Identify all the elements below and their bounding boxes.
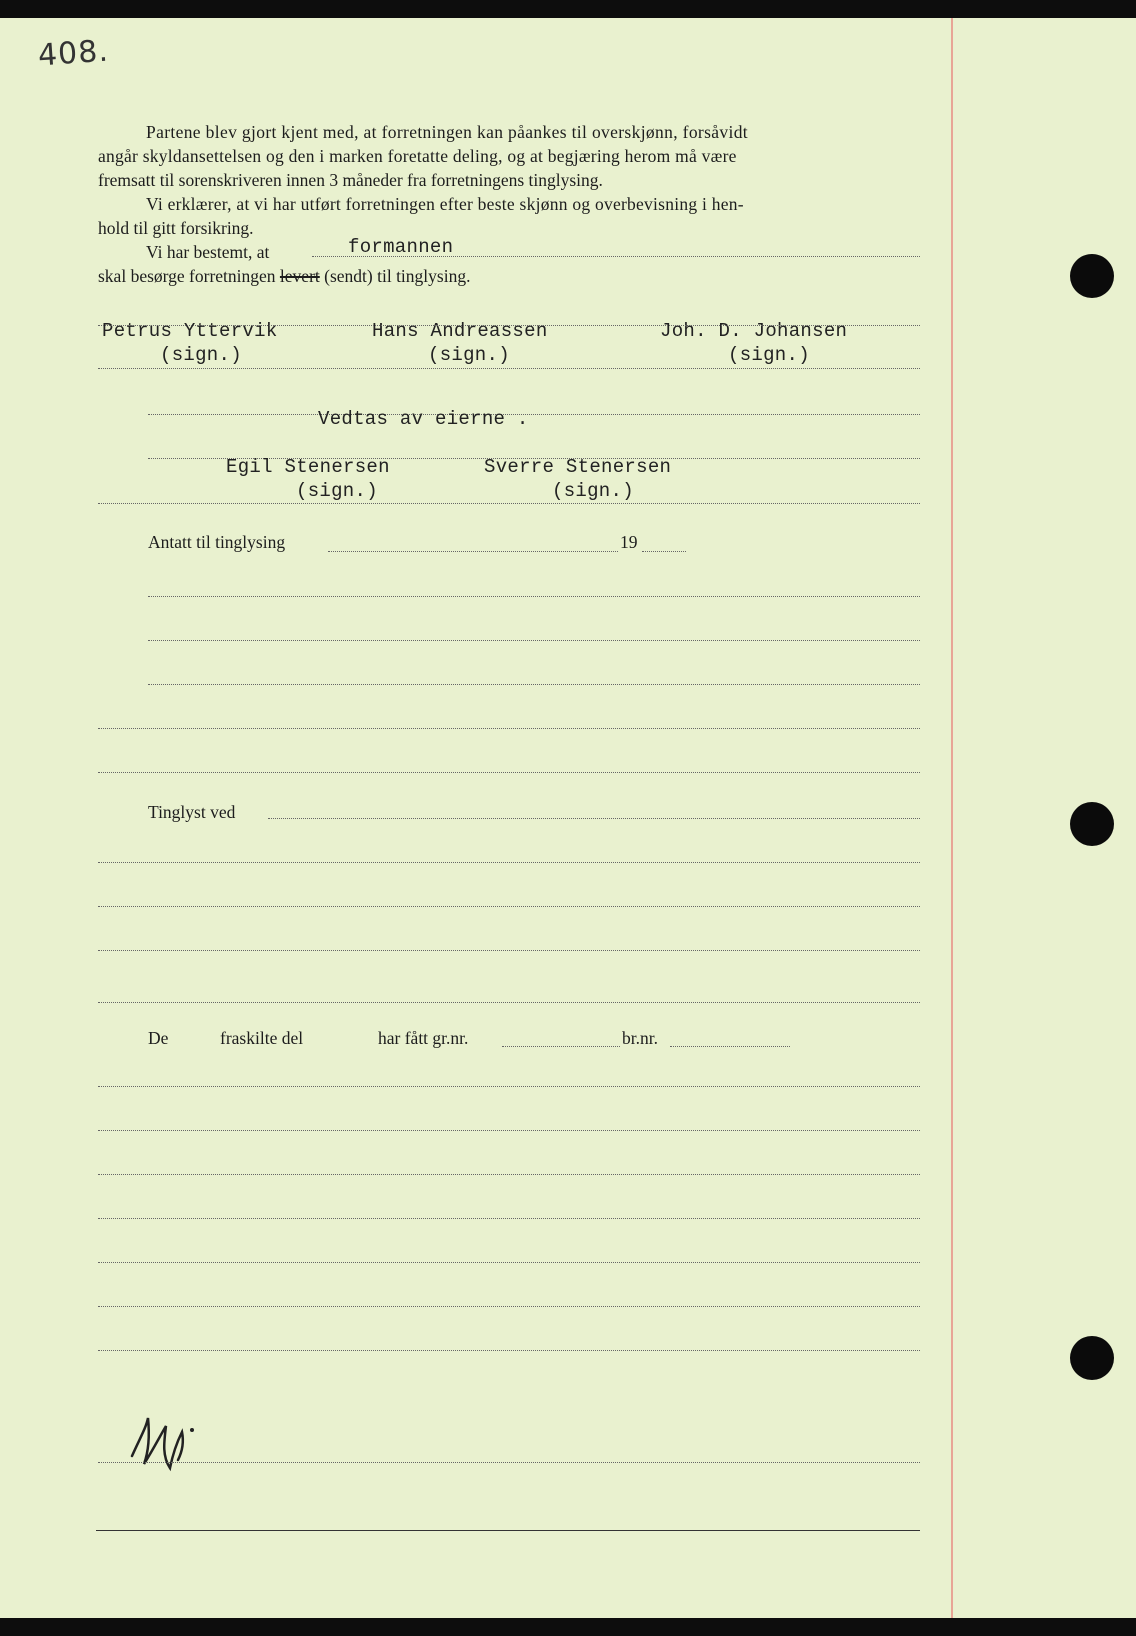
rule-line: [98, 1462, 920, 1463]
fill-line: [502, 1046, 620, 1047]
struck-text: levert: [279, 266, 320, 286]
punch-hole: [1070, 254, 1114, 298]
form-label-de: De: [148, 1028, 169, 1048]
closing-rule: [96, 1530, 920, 1531]
paragraph-line: hold til gitt forsikring.: [98, 218, 254, 238]
signature-line: [98, 325, 920, 326]
margin-rule: [951, 18, 953, 1618]
rule-line: [98, 1174, 920, 1175]
document-page: [0, 18, 1136, 1618]
owner-signature-mark: (sign.): [296, 480, 378, 502]
owner-signature-mark: (sign.): [552, 480, 634, 502]
rule-line: [98, 728, 920, 729]
paragraph-line: [98, 264, 470, 288]
rule-line: [148, 414, 920, 415]
signature-name: Petrus Yttervik: [102, 320, 278, 342]
form-label-grnr: har fått gr.nr.: [378, 1028, 469, 1048]
punch-hole: [1070, 1336, 1114, 1380]
paragraph-text: skal besørge forretningen: [98, 266, 276, 286]
form-label-tinglyst: Tinglyst ved: [148, 802, 236, 822]
page-number: 408.: [36, 33, 110, 74]
rule-line: [148, 684, 920, 685]
fill-line: [328, 551, 618, 552]
rule-line: [98, 906, 920, 907]
paragraph-line: angår skyldansettelsen og den i marken foretatte deling, og at begjæring herom må være: [98, 146, 737, 166]
paragraph-line: Vi erklærer, at vi har utført forretningen efter beste skjønn og overbevisning i hen-: [146, 194, 744, 214]
paragraph-line: Partene blev gjort kjent med, at forretningen kan påankes til overskjønn, forsåvidt: [146, 122, 749, 142]
filled-value: formannen: [348, 236, 454, 258]
punch-hole: [1070, 802, 1114, 846]
rule-line: [148, 640, 920, 641]
rule-line: [98, 1218, 920, 1219]
rule-line: [148, 596, 920, 597]
owner-name: Sverre Stenersen: [484, 456, 672, 478]
handwritten-initials: [126, 1398, 206, 1478]
form-label-fraskilte: fraskilte del: [220, 1028, 304, 1048]
paragraph-text: (sendt) til tinglysing.: [324, 266, 471, 286]
form-label-brnr: br.nr.: [622, 1028, 658, 1048]
owner-name: Egil Stenersen: [226, 456, 390, 478]
rule-line: [98, 1002, 920, 1003]
signature-name: Joh. D. Johansen: [660, 320, 848, 342]
rule-line: [98, 862, 920, 863]
rule-line: [98, 1130, 920, 1131]
signature-name: Hans Andreassen: [372, 320, 548, 342]
rule-line: [98, 1262, 920, 1263]
rule-line: [98, 1350, 920, 1351]
fill-line: [642, 551, 686, 552]
year-prefix: 19: [620, 532, 638, 552]
rule-line: [98, 368, 920, 369]
fill-line: [268, 818, 920, 819]
rule-line: [98, 1086, 920, 1087]
form-label-antatt: Antatt til tinglysing: [148, 532, 286, 552]
rule-line: [98, 1306, 920, 1307]
rule-line: [98, 503, 920, 504]
signature-mark: (sign.): [428, 344, 510, 366]
rule-line: [98, 772, 920, 773]
signature-mark: (sign.): [728, 344, 810, 366]
rule-line: [98, 950, 920, 951]
signature-mark: (sign.): [160, 344, 242, 366]
paragraph-line: Vi har bestemt, at: [146, 242, 270, 262]
paragraph-line: fremsatt til sorenskriveren innen 3 måneder fra forretningens tinglysing.: [98, 170, 603, 190]
fill-line: [670, 1046, 790, 1047]
approval-heading: Vedtas av eierne .: [318, 408, 529, 430]
